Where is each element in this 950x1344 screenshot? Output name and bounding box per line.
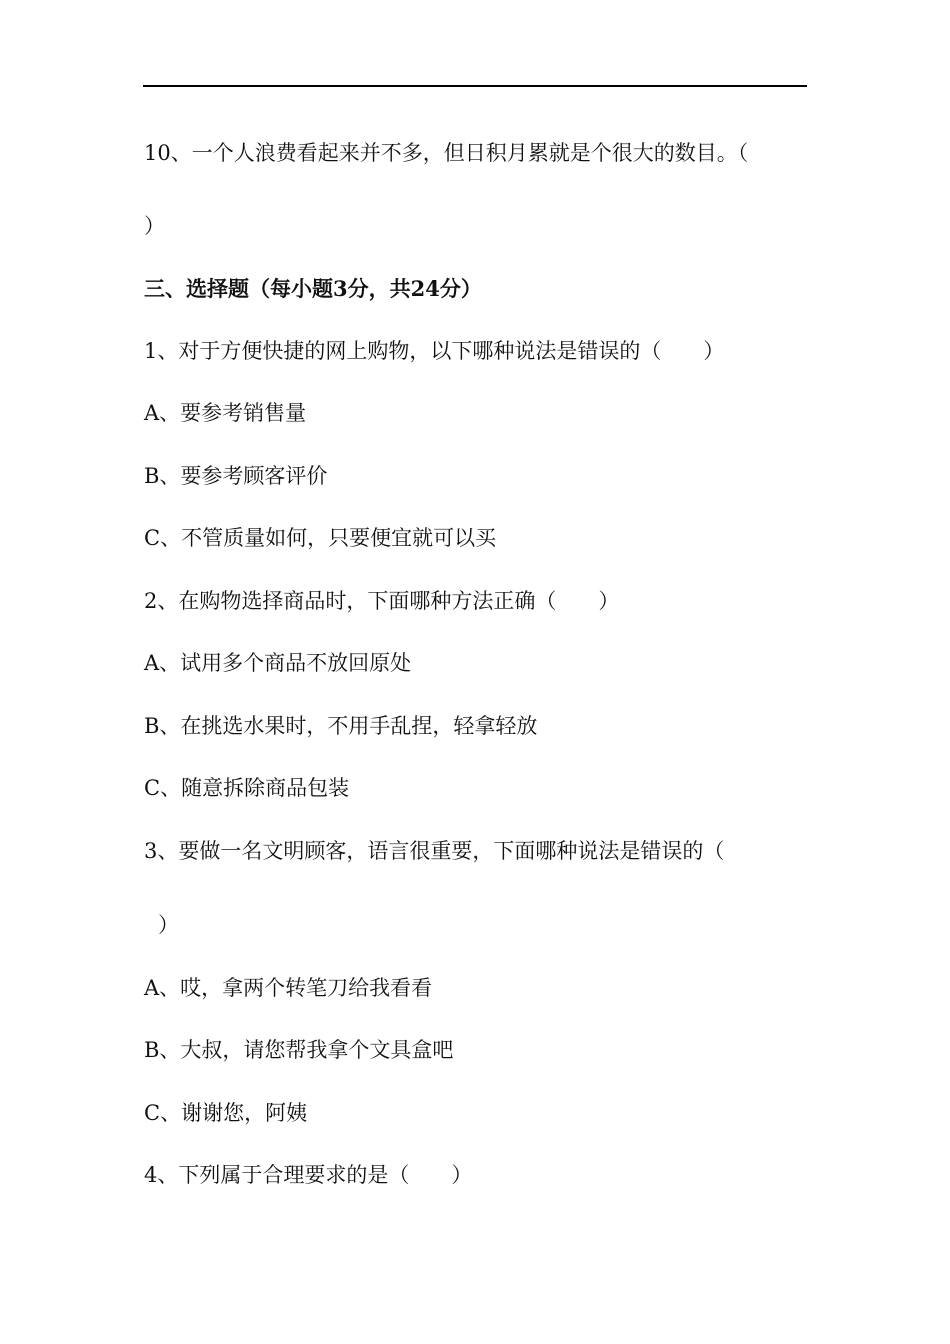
question-3-option-c: C、谢谢您，阿姨 <box>144 1101 308 1125</box>
question-1-option-b: B、要参考顾客评价 <box>144 464 328 488</box>
question-10-close-paren: ） <box>144 214 165 238</box>
question-2-option-b: B、在挑选水果时，不用手乱捏，轻拿轻放 <box>144 714 538 738</box>
question-2-option-c: C、随意拆除商品包装 <box>144 776 350 800</box>
question-10-text: 10、一个人浪费看起来并不多，但日积月累就是个很大的数目。（ <box>144 141 749 165</box>
question-1-option-a: A、要参考销售量 <box>144 401 307 425</box>
question-3-close-paren: ） <box>158 913 179 937</box>
question-4-stem: 4、下列属于合理要求的是（ ） <box>144 1163 473 1187</box>
section-heading: 三、选择题（每小题3分，共24分） <box>144 276 482 301</box>
question-2-stem: 2、在购物选择商品时，下面哪种方法正确（ ） <box>144 589 620 613</box>
question-3-option-a: A、哎，拿两个转笔刀给我看看 <box>144 976 433 1000</box>
question-3-stem: 3、要做一名文明顾客，语言很重要，下面哪种说法是错误的（ <box>144 839 725 863</box>
question-1-stem: 1、对于方便快捷的网上购物，以下哪种说法是错误的（ ） <box>144 339 725 363</box>
question-1-option-c: C、不管质量如何，只要便宜就可以买 <box>144 526 497 550</box>
question-2-option-a: A、试用多个商品不放回原处 <box>144 651 412 675</box>
header-rule <box>143 85 807 87</box>
question-3-option-b: B、大叔，请您帮我拿个文具盒吧 <box>144 1038 454 1062</box>
